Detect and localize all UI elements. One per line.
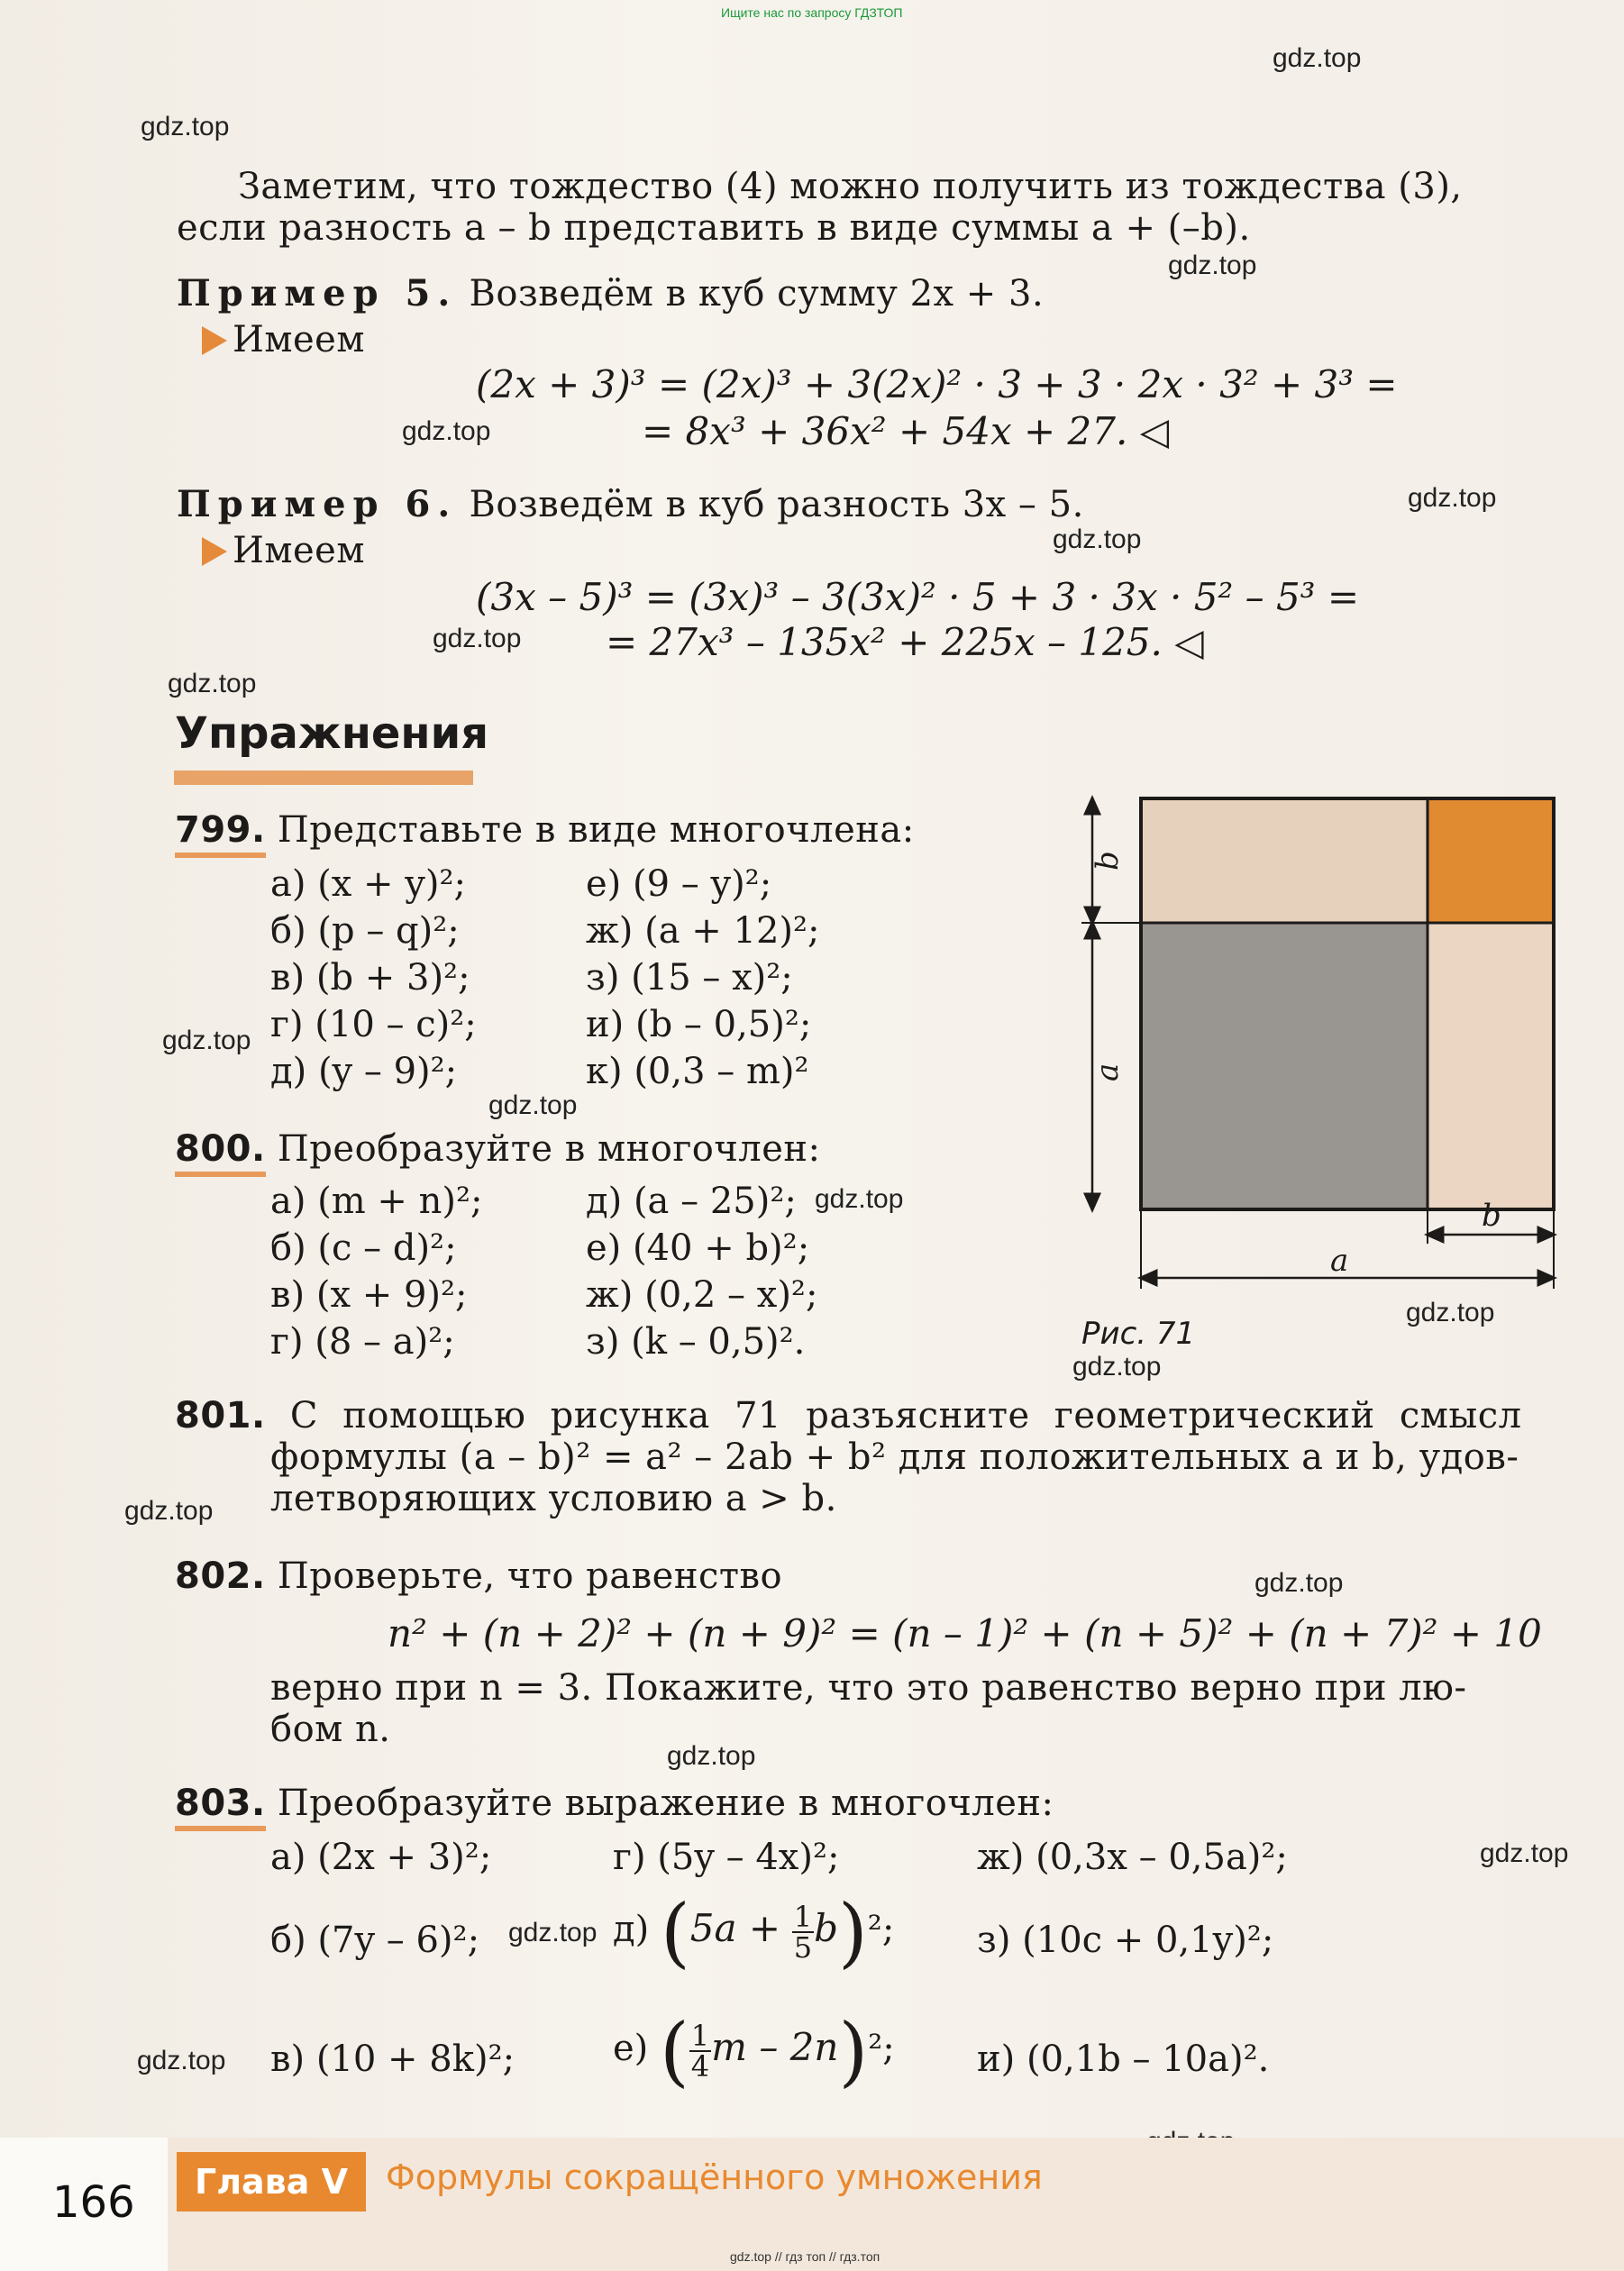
have-line bbox=[202, 530, 365, 571]
numerator: 1 bbox=[690, 2019, 710, 2053]
exercise-text: бом n. bbox=[270, 1709, 391, 1750]
figure-caption: Рис. 71 bbox=[1081, 1316, 1196, 1352]
equation: (3x – 5)³ = (3x)³ – 3(3x)² · 5 + 3 · 3x · 5² – 5³ = bbox=[476, 575, 1360, 619]
equation: (2x + 3)³ = (2x)³ + 3(2x)² · 3 + 3 · 2x · 3² + 3³ = bbox=[476, 362, 1398, 406]
list-item: и) (0,1b – 10a)². bbox=[977, 2038, 1270, 2080]
denominator: 5 bbox=[793, 1930, 813, 1965]
footer-note: gdz.top // гдз топ // гдз.топ bbox=[730, 2249, 880, 2264]
header-note: Ищите нас по запросу ГДЗТОП bbox=[721, 5, 903, 20]
watermark: gdz.top bbox=[124, 1496, 214, 1526]
item-label: е) bbox=[613, 2028, 649, 2069]
chapter-label: Глава V bbox=[177, 2152, 366, 2212]
exercise-text: формулы (a – b)² = a² – 2ab + b² для положительных a и b, удов- bbox=[270, 1436, 1519, 1478]
label-b: b bbox=[1482, 1198, 1501, 1234]
chapter-title: Формулы сокращённого умножения bbox=[386, 2157, 1043, 2197]
exercise-799 bbox=[175, 809, 915, 851]
exercise-802 bbox=[175, 1555, 782, 1597]
watermark: gdz.top bbox=[667, 1741, 756, 1771]
list-item: г) (5y – 4x)²; bbox=[613, 1837, 840, 1878]
intro-line: Заметим, что тождество (4) можно получить из тождества (3), bbox=[238, 166, 1463, 207]
fraction bbox=[689, 2019, 711, 2084]
exercise-number: 803. bbox=[175, 1783, 266, 1831]
watermark: gdz.top bbox=[1406, 1298, 1495, 1327]
list-item: г) (8 – a)²; bbox=[270, 1321, 455, 1363]
list-item-fraction bbox=[613, 2007, 895, 2095]
watermark: gdz.top bbox=[815, 1184, 904, 1214]
list-item: и) (b – 0,5)²; bbox=[586, 1004, 812, 1045]
b-square bbox=[1428, 798, 1554, 923]
item-expr: m – 2n bbox=[711, 2025, 839, 2069]
list-item: в) (x + 9)²; bbox=[270, 1274, 468, 1316]
item-suffix: ²; bbox=[867, 1909, 895, 1950]
list-item: д) (y – 9)²; bbox=[270, 1051, 458, 1092]
watermark: gdz.top bbox=[508, 1918, 598, 1947]
section-heading: Упражнения bbox=[175, 708, 489, 759]
fraction bbox=[792, 1900, 814, 1965]
item-var: b bbox=[814, 1906, 839, 1950]
list-item: а) (2x + 3)²; bbox=[270, 1837, 492, 1878]
list-item: е) (9 – y)²; bbox=[586, 863, 772, 905]
heading-underline bbox=[174, 771, 473, 785]
example-6 bbox=[177, 483, 1084, 525]
list-item: б) (c – d)²; bbox=[270, 1227, 457, 1269]
example-label: Пример 5. bbox=[177, 272, 458, 315]
exercise-801 bbox=[175, 1395, 1522, 1436]
gray-square bbox=[1141, 923, 1428, 1209]
label-b: b bbox=[1090, 851, 1126, 871]
list-item: а) (m + n)²; bbox=[270, 1181, 483, 1222]
equation: = 27x³ – 135x² + 225x – 125. ◁ bbox=[606, 620, 1204, 664]
watermark: gdz.top bbox=[1480, 1838, 1569, 1868]
figure-71 bbox=[1063, 784, 1568, 1307]
exercise-text: С помощью рисунка 71 разъясните геометрический смысл bbox=[289, 1395, 1522, 1436]
example-label: Пример 6. bbox=[177, 483, 458, 525]
list-item: а) (x + y)²; bbox=[270, 863, 466, 905]
item-expr: 5a + bbox=[689, 1906, 781, 1950]
list-item: к) (0,3 – m)² bbox=[586, 1051, 809, 1092]
exercise-number: 799. bbox=[175, 809, 266, 858]
exercise-text: Преобразуйте в многочлен: bbox=[277, 1128, 821, 1170]
list-item: ж) (0,3x – 0,5a)²; bbox=[977, 1837, 1288, 1878]
watermark: gdz.top bbox=[1254, 1568, 1344, 1598]
list-item: е) (40 + b)²; bbox=[586, 1227, 810, 1269]
watermark: gdz.top bbox=[162, 1026, 251, 1055]
example-text: Возведём в куб разность 3x – 5. bbox=[469, 484, 1084, 525]
have-line bbox=[202, 319, 365, 360]
list-item: з) (k – 0,5)². bbox=[586, 1321, 806, 1363]
exercise-text: летворяющих условию a > b. bbox=[270, 1478, 837, 1519]
numerator: 1 bbox=[793, 1900, 813, 1934]
watermark: gdz.top bbox=[402, 416, 491, 446]
exercise-text: Преобразуйте выражение в многочлен: bbox=[277, 1783, 1054, 1824]
watermark: gdz.top bbox=[1408, 483, 1497, 513]
right-rect bbox=[1428, 923, 1554, 1209]
denominator: 4 bbox=[690, 2049, 710, 2084]
list-item: б) (p – q)²; bbox=[270, 910, 460, 952]
watermark: gdz.top bbox=[141, 112, 230, 141]
watermark: gdz.top bbox=[1072, 1352, 1162, 1382]
list-item: в) (b + 3)²; bbox=[270, 957, 470, 999]
example-5 bbox=[177, 272, 1044, 315]
exercise-text: верно при n = 3. Покажите, что это равенство верно при лю- bbox=[270, 1667, 1467, 1709]
have-label: Имеем bbox=[233, 530, 365, 571]
watermark: gdz.top bbox=[1053, 524, 1142, 554]
list-item: ж) (0,2 – x)²; bbox=[586, 1274, 818, 1316]
list-item: б) (7y – 6)²; bbox=[270, 1920, 480, 1961]
top-left-rect bbox=[1141, 798, 1428, 923]
label-a: a bbox=[1330, 1243, 1349, 1279]
have-label: Имеем bbox=[233, 319, 365, 360]
list-item: з) (10c + 0,1y)²; bbox=[977, 1920, 1274, 1961]
exercise-number: 800. bbox=[175, 1128, 266, 1177]
watermark: gdz.top bbox=[1168, 251, 1257, 280]
exercise-800 bbox=[175, 1128, 821, 1170]
list-item: з) (15 – x)²; bbox=[586, 957, 793, 999]
exercise-text: Проверьте, что равенство bbox=[277, 1555, 783, 1597]
triangle-marker-icon bbox=[202, 537, 227, 566]
item-suffix: ²; bbox=[868, 2028, 895, 2069]
exercise-803 bbox=[175, 1783, 1054, 1824]
equation: n² + (n + 2)² + (n + 9)² = (n – 1)² + (n + 5)² + (n + 7)² + 10 bbox=[388, 1611, 1542, 1655]
exercise-text: Представьте в виде многочлена: bbox=[277, 809, 915, 851]
list-item: в) (10 + 8k)²; bbox=[270, 2038, 515, 2080]
equation: = 8x³ + 36x² + 54x + 27. ◁ bbox=[642, 409, 1170, 453]
watermark: gdz.top bbox=[1273, 43, 1362, 73]
page-number: 166 bbox=[52, 2177, 135, 2228]
list-item: г) (10 – c)²; bbox=[270, 1004, 477, 1045]
watermark: gdz.top bbox=[488, 1090, 578, 1120]
triangle-marker-icon bbox=[202, 326, 227, 355]
exercise-number: 802. bbox=[175, 1555, 266, 1597]
right-paren: ) bbox=[838, 2007, 869, 2095]
intro-line: если разность a – b представить в виде суммы a + (–b). bbox=[177, 207, 1251, 249]
right-paren: ) bbox=[838, 1888, 868, 1976]
label-a: a bbox=[1090, 1063, 1126, 1081]
exercise-number: 801. bbox=[175, 1395, 266, 1436]
watermark: gdz.top bbox=[168, 669, 257, 698]
list-item: ж) (a + 12)²; bbox=[586, 910, 820, 952]
example-text: Возведём в куб сумму 2x + 3. bbox=[469, 273, 1045, 315]
list-item: д) (a – 25)²; bbox=[586, 1181, 797, 1222]
watermark: gdz.top bbox=[137, 2046, 226, 2075]
watermark: gdz.top bbox=[433, 624, 522, 653]
left-paren: ( bbox=[660, 1888, 690, 1976]
item-label: д) bbox=[613, 1909, 650, 1950]
list-item-fraction bbox=[613, 1888, 895, 1976]
left-paren: ( bbox=[660, 2007, 689, 2095]
